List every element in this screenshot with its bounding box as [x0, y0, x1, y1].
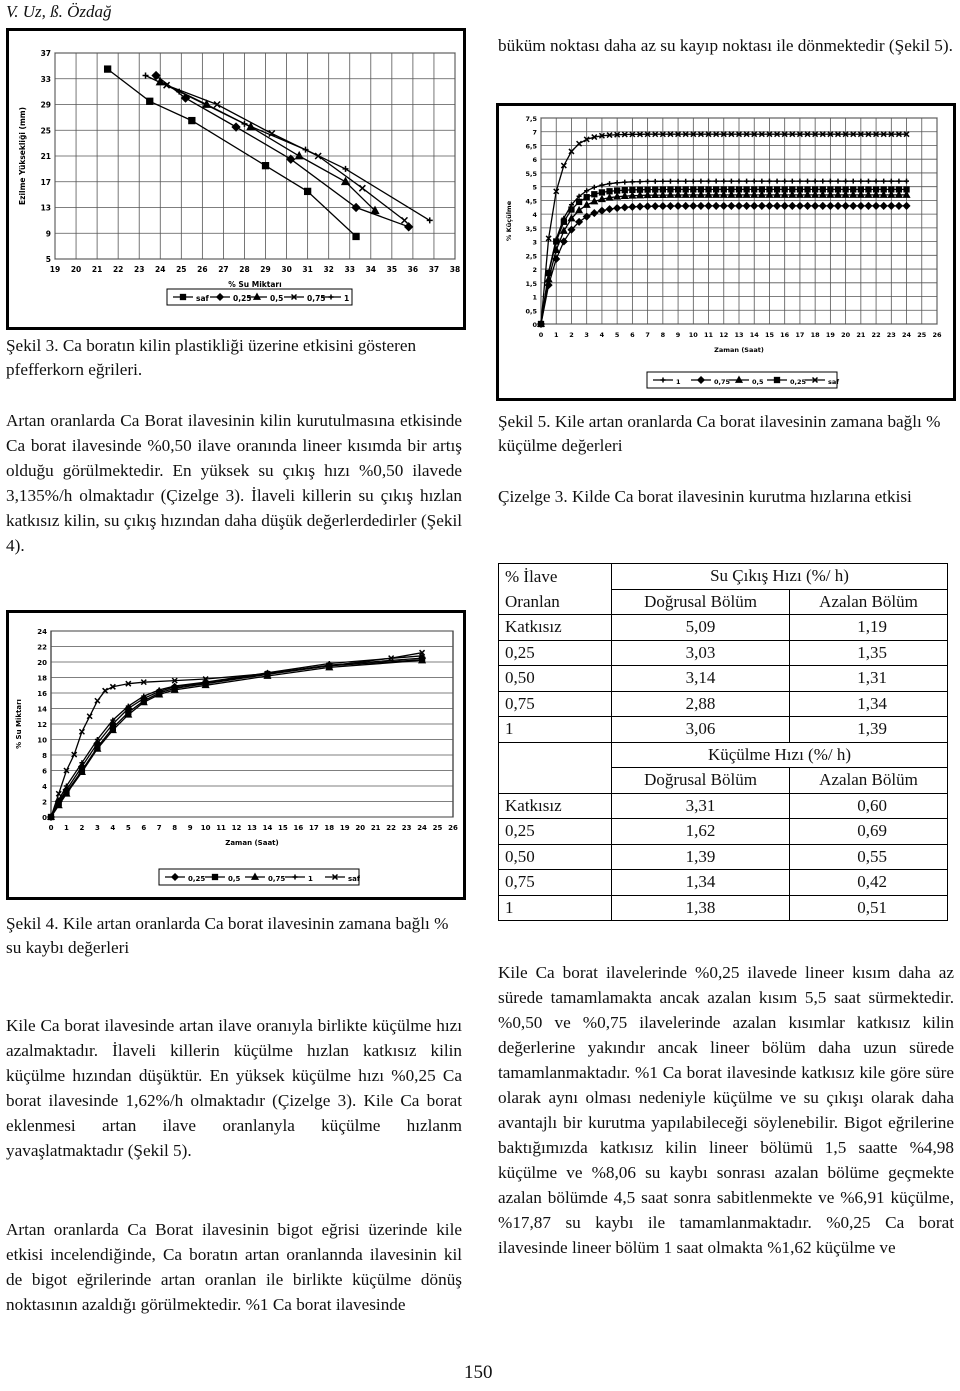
- x-tick-label: 19: [339, 824, 350, 832]
- table-cell-label: 0,50: [499, 844, 612, 870]
- figure-3: [6, 28, 466, 330]
- y-tick-label: 7: [532, 128, 537, 137]
- legend-label: 0,75: [307, 294, 326, 303]
- y-axis-label: % Küçülme: [505, 200, 513, 242]
- table-cell: 5,09: [612, 615, 790, 641]
- table-cell: 1,35: [790, 640, 948, 666]
- left-paragraph-1: Artan oranlarda Ca Borat ilavesinin kilin kurutulmasına etkisinde Ca borat ilavesinde %0,50 ilave oranında lineer kısımda bir artış olduğu görülmektedir. En yüksek su çıkış hızı %0,50 ilavede 3,135%/h olmaktadır (Çizelge 3). İlaveli killerin su çıkış hızlan katkısız kilin, su çıkış hızından daha düşük değerlerdedirler (Şekil 4).: [6, 411, 462, 555]
- x-tick-label: 5: [125, 824, 131, 832]
- x-tick-label: 10: [688, 331, 698, 339]
- table-row: [499, 819, 948, 845]
- x-tick-label: 11: [704, 331, 714, 339]
- table-row: [499, 691, 948, 717]
- table-cell-label: 0,25: [499, 819, 612, 845]
- table-cell: 1,39: [790, 717, 948, 743]
- y-tick-label: 37: [40, 49, 51, 58]
- y-tick-label: 20: [37, 659, 47, 667]
- y-tick-label: 6,5: [525, 142, 537, 151]
- y-tick-label: 8: [42, 752, 47, 760]
- table-header-row: [499, 564, 948, 590]
- right-top-text: büküm noktası daha az su kayıp noktası ile dönmektedir (Şekil 5).: [498, 36, 953, 55]
- x-axis-label: % Su Miktarı: [228, 280, 282, 289]
- x-tick-label: 14: [749, 331, 759, 339]
- right-paragraph: Kile Ca borat ilavelerinde %0,25 ilavede lineer kısım daha az sürede tamamlamakta ancak azalan kısım 5,5 saat sürmektedir. %0,50 ve %0,75 ilavelerinde azalan kısımlar katkısız kilin değerlerine yakındır ancak lineer bölüm daha uzun sürede tamamlanmaktadır. %1 Ca borat ilavesinde katkısız kile göre süre olarak aynı olması nedeniyle küçülme ve su çıkışı olarak daha avantajlı bir kurutma yapılabileceği söylenebilir. Bigot eğrilerine baktığımızda katkısız kilin lineer bölümü 1,5 saatte %4,98 küçülme ve %8,06 su kaybı sonrası azalan bölüme geçmekte azalan bölümde 4,5 saat sonra sabitlenmekte ve %6,91 küçülme, %17,87 su kaybı ile tamamlanmaktadır. %0,25 Ca borat ilavesinde lineer bölüm 1 saat olmakta %1,62 küçülme ve: [498, 963, 954, 1257]
- x-tick-label: 9: [187, 824, 193, 832]
- table-caption: Çizelge 3. Kilde Ca borat ilavesinin kurutma hızlarına etkisi: [498, 487, 912, 506]
- x-tick-label: 21: [856, 331, 866, 339]
- x-tick-label: 26: [932, 331, 942, 339]
- x-tick-label: 34: [365, 265, 377, 274]
- data-point: [577, 199, 582, 204]
- table-cell: 1,31: [790, 666, 948, 692]
- x-tick-label: 28: [239, 265, 250, 274]
- table-cell-label: 1: [499, 895, 612, 921]
- table-cell: 0,60: [790, 793, 948, 819]
- x-tick-label: 10: [200, 824, 211, 832]
- x-tick-label: 25: [432, 824, 443, 832]
- y-tick-label: 16: [37, 690, 47, 698]
- y-tick-label: 1,5: [525, 279, 537, 288]
- table-row: [499, 895, 948, 921]
- x-axis-label: Zaman (Saat): [225, 839, 279, 847]
- table-cell: 1,62: [612, 819, 790, 845]
- table-cell-label: 0,25: [499, 640, 612, 666]
- data-point: [147, 98, 153, 104]
- x-tick-label: 38: [449, 265, 461, 274]
- x-tick-label: 33: [344, 265, 355, 274]
- figure-5-chart: [499, 106, 953, 398]
- data-point: [189, 118, 195, 124]
- table-row: [499, 793, 948, 819]
- table-cell-label: Katkısız: [499, 793, 612, 819]
- data-point: [263, 163, 269, 169]
- y-tick-label: 13: [40, 203, 51, 213]
- y-tick-label: 2: [42, 798, 47, 807]
- x-tick-label: 24: [155, 265, 166, 274]
- x-tick-label: 5: [614, 331, 620, 339]
- x-tick-label: 18: [810, 331, 820, 339]
- table-cell-label: 0,75: [499, 870, 612, 896]
- y-tick-label: 22: [37, 643, 47, 652]
- x-tick-label: 6: [141, 824, 147, 832]
- legend-label: 1: [308, 875, 313, 883]
- legend-label: 1: [676, 378, 681, 386]
- y-tick-label: 0: [42, 814, 47, 822]
- x-tick-label: 24: [902, 331, 912, 339]
- table-cell-label: 1: [499, 717, 612, 743]
- y-tick-label: 2: [532, 266, 537, 275]
- y-tick-label: 2,5: [525, 252, 537, 261]
- legend-label: 0,75: [268, 875, 286, 883]
- x-tick-label: 13: [247, 824, 257, 832]
- x-tick-label: 24: [417, 824, 427, 832]
- legend-label: saf: [196, 294, 209, 303]
- x-tick-label: 22: [871, 331, 881, 339]
- table-cell: 1,34: [790, 691, 948, 717]
- legend-label: 0,5: [228, 875, 241, 883]
- x-tick-label: 19: [49, 265, 61, 274]
- x-tick-label: 2: [569, 331, 574, 339]
- x-tick-label: 4: [599, 331, 605, 339]
- x-tick-label: 7: [645, 331, 650, 339]
- y-tick-label: 4: [532, 211, 537, 220]
- table-section-header-row: [499, 742, 948, 768]
- table-row: [499, 717, 948, 743]
- table-cell: 0,42: [790, 870, 948, 896]
- y-axis-label: % Su Miktarı: [15, 699, 23, 749]
- table-cell: 0,51: [790, 895, 948, 921]
- y-tick-label: 6: [42, 767, 47, 776]
- y-tick-label: 5,5: [525, 169, 537, 178]
- data-point: [584, 195, 589, 200]
- y-tick-label: 5: [45, 255, 51, 264]
- table-subheader-row: [499, 768, 948, 794]
- y-tick-label: 10: [37, 736, 47, 745]
- x-tick-label: 12: [719, 331, 729, 339]
- table-cell: 0,55: [790, 844, 948, 870]
- table-header-su: Su Çıkış Hızı (%/ h): [612, 564, 948, 590]
- y-tick-label: 3: [532, 238, 537, 247]
- legend-marker: [775, 378, 780, 383]
- x-tick-label: 17: [308, 824, 319, 832]
- x-tick-label: 13: [734, 331, 744, 339]
- legend-label: saf: [828, 378, 840, 386]
- y-tick-label: 3,5: [525, 224, 537, 233]
- x-tick-label: 36: [407, 265, 419, 274]
- table-empty-cell: [499, 742, 612, 768]
- x-tick-label: 0: [48, 824, 54, 832]
- x-tick-label: 23: [133, 265, 145, 274]
- table-cell: 0,69: [790, 819, 948, 845]
- page-number: 150: [464, 1362, 493, 1383]
- x-tick-label: 15: [278, 824, 288, 832]
- y-tick-label: 6: [532, 156, 537, 165]
- x-tick-label: 37: [428, 265, 440, 274]
- x-tick-label: 19: [825, 331, 835, 339]
- x-tick-label: 9: [675, 331, 681, 339]
- table-cell: 3,03: [612, 640, 790, 666]
- y-tick-label: 21: [40, 152, 51, 161]
- x-tick-label: 26: [448, 824, 458, 832]
- table-empty-cell: [499, 768, 612, 794]
- x-tick-label: 30: [281, 265, 292, 274]
- legend-label: 0,25: [188, 875, 206, 883]
- x-tick-label: 25: [176, 265, 187, 274]
- x-tick-label: 16: [780, 331, 790, 339]
- table-3: [498, 563, 948, 921]
- x-tick-label: 29: [260, 265, 271, 274]
- y-axis-label: Ezilme Yüksekliği (mm): [18, 106, 27, 206]
- x-tick-label: 21: [91, 265, 103, 274]
- table-cell-label: Katkısız: [499, 615, 612, 641]
- y-tick-label: 29: [40, 100, 51, 110]
- x-axis-label: Zaman (Saat): [714, 346, 764, 354]
- y-tick-label: 24: [37, 628, 47, 636]
- x-tick-label: 23: [401, 824, 412, 832]
- figure-5: [496, 103, 956, 401]
- y-tick-label: 5: [532, 183, 537, 192]
- table-row: [499, 666, 948, 692]
- data-point: [592, 192, 597, 197]
- table-row: [499, 615, 948, 641]
- table-cell: 1,38: [612, 895, 790, 921]
- x-tick-label: 22: [112, 265, 124, 274]
- y-tick-label: 18: [37, 674, 47, 683]
- figure-4: [6, 610, 466, 900]
- y-tick-label: 4,5: [525, 197, 537, 206]
- data-point: [353, 233, 359, 239]
- table-cell: 3,31: [612, 793, 790, 819]
- data-point: [105, 66, 111, 72]
- table-row: [499, 640, 948, 666]
- legend-label: saf: [348, 875, 360, 883]
- figure-3-chart: [9, 31, 463, 327]
- left-paragraph-3: Artan oranlarda Ca Borat ilavesinin bigot eğrisi üzerinde kile etkisi incelendiğinde, Ca boratın artan oranlannda ilavesinin kil de bigot eğrilerinde artan oranlan ile birlikte küçülme dönüş noktasının azaldığı görülmektedir. %1 Ca borat ilavesinde: [6, 1220, 462, 1314]
- x-tick-label: 0: [538, 331, 544, 339]
- y-tick-label: 33: [40, 74, 51, 84]
- table-cell-label: 0,50: [499, 666, 612, 692]
- x-tick-label: 11: [216, 824, 226, 832]
- table-cell: 1,39: [612, 844, 790, 870]
- table-cell: 1,19: [790, 615, 948, 641]
- x-tick-label: 26: [197, 265, 208, 274]
- x-tick-label: 21: [370, 824, 381, 832]
- legend-marker: [213, 875, 218, 880]
- table-header-kuc: Küçülme Hızı (%/ h): [612, 742, 948, 768]
- x-tick-label: 17: [795, 331, 805, 339]
- x-tick-label: 20: [355, 824, 366, 832]
- x-tick-label: 23: [886, 331, 896, 339]
- y-tick-label: 0,5: [525, 307, 537, 316]
- x-tick-label: 25: [917, 331, 927, 339]
- figure-3-caption: Şekil 3. Ca boratın kilin plastikliği üzerine etkisini gösteren pfefferkorn eğrileri.: [6, 336, 417, 379]
- x-tick-label: 7: [156, 824, 162, 832]
- legend-label: 0,5: [270, 294, 284, 303]
- x-tick-label: 1: [64, 824, 69, 832]
- legend-label: 0,25: [233, 294, 252, 303]
- table-subheader-row: [499, 589, 948, 615]
- table-cell: 1,34: [612, 870, 790, 896]
- figure-4-caption: Şekil 4. Kile artan oranlarda Ca borat ilavesinin zamana bağlı % su kaybı değerleri: [6, 914, 449, 957]
- x-tick-label: 20: [70, 265, 82, 274]
- x-tick-label: 31: [302, 265, 313, 274]
- x-tick-label: 8: [660, 331, 666, 339]
- x-tick-label: 8: [172, 824, 178, 832]
- x-tick-label: 20: [841, 331, 851, 339]
- table-header-oranlan: Oranlan: [499, 589, 612, 615]
- y-tick-label: 12: [37, 721, 47, 729]
- table-cell: 3,06: [612, 717, 790, 743]
- table-cell: 3,14: [612, 666, 790, 692]
- x-tick-label: 18: [324, 824, 335, 832]
- x-tick-label: 35: [386, 265, 398, 274]
- x-tick-label: 14: [262, 824, 273, 832]
- figure-4-chart: [9, 613, 463, 897]
- table-header-dogrusal: Doğrusal Bölüm: [612, 768, 790, 794]
- legend-label: 1: [344, 294, 350, 303]
- y-tick-label: 1: [532, 293, 537, 302]
- x-tick-label: 22: [386, 824, 397, 832]
- data-point: [607, 189, 612, 194]
- table-cell-label: 0,75: [499, 691, 612, 717]
- x-tick-label: 2: [79, 824, 85, 832]
- legend-label: 0,5: [752, 378, 764, 386]
- y-tick-label: 7,5: [525, 115, 537, 123]
- data-point: [599, 190, 604, 195]
- y-tick-label: 9: [45, 229, 51, 239]
- x-tick-label: 16: [293, 824, 304, 832]
- x-tick-label: 6: [630, 331, 635, 339]
- table-row: [499, 870, 948, 896]
- table-cell: 2,88: [612, 691, 790, 717]
- table-header-azalan: Azalan Bölüm: [790, 768, 948, 794]
- x-tick-label: 32: [323, 265, 334, 274]
- figure-5-caption: Şekil 5. Kile artan oranlarda Ca borat ilavesinin zamana bağlı % küçülme değerleri: [498, 412, 941, 455]
- x-tick-label: 12: [231, 824, 242, 832]
- y-tick-label: 4: [42, 783, 47, 791]
- legend-label: 0,25: [790, 378, 807, 386]
- y-tick-label: 0: [532, 321, 537, 329]
- table-header-azalan: Azalan Bölüm: [790, 589, 948, 615]
- left-paragraph-2: Kile Ca borat ilavesinde artan ilave oranıyla birlikte küçülme hızı azalmaktadır. İlaveli killerin küçülme hızlan katkısız kilin küçülme hızından düşüktür. En yüksek küçülme hızı %0,25 Ca borat ilavesinde 1,62%/h olmaktadır (Çizelge 3). Kile Ca borat eklenmesi artan ilave oranlanyla küçülme hızlanm yavaşlatmaktadır (Şekil 5).: [6, 1016, 462, 1160]
- table-row: [499, 844, 948, 870]
- y-tick-label: 14: [37, 705, 47, 714]
- x-tick-label: 4: [110, 824, 116, 832]
- running-header: V. Uz, ß. Özdağ: [6, 2, 112, 21]
- x-tick-label: 1: [553, 331, 559, 339]
- x-tick-label: 3: [94, 824, 100, 832]
- table-header-ilave: % İlave: [499, 564, 612, 590]
- x-tick-label: 15: [764, 331, 774, 339]
- data-point: [305, 188, 311, 194]
- legend-label: 0,75: [714, 378, 731, 386]
- y-tick-label: 25: [40, 126, 51, 136]
- legend-marker: [181, 295, 186, 300]
- y-tick-label: 17: [40, 177, 51, 187]
- x-tick-label: 3: [584, 331, 589, 339]
- x-tick-label: 27: [218, 265, 229, 274]
- table-header-dogrusal: Doğrusal Bölüm: [612, 589, 790, 615]
